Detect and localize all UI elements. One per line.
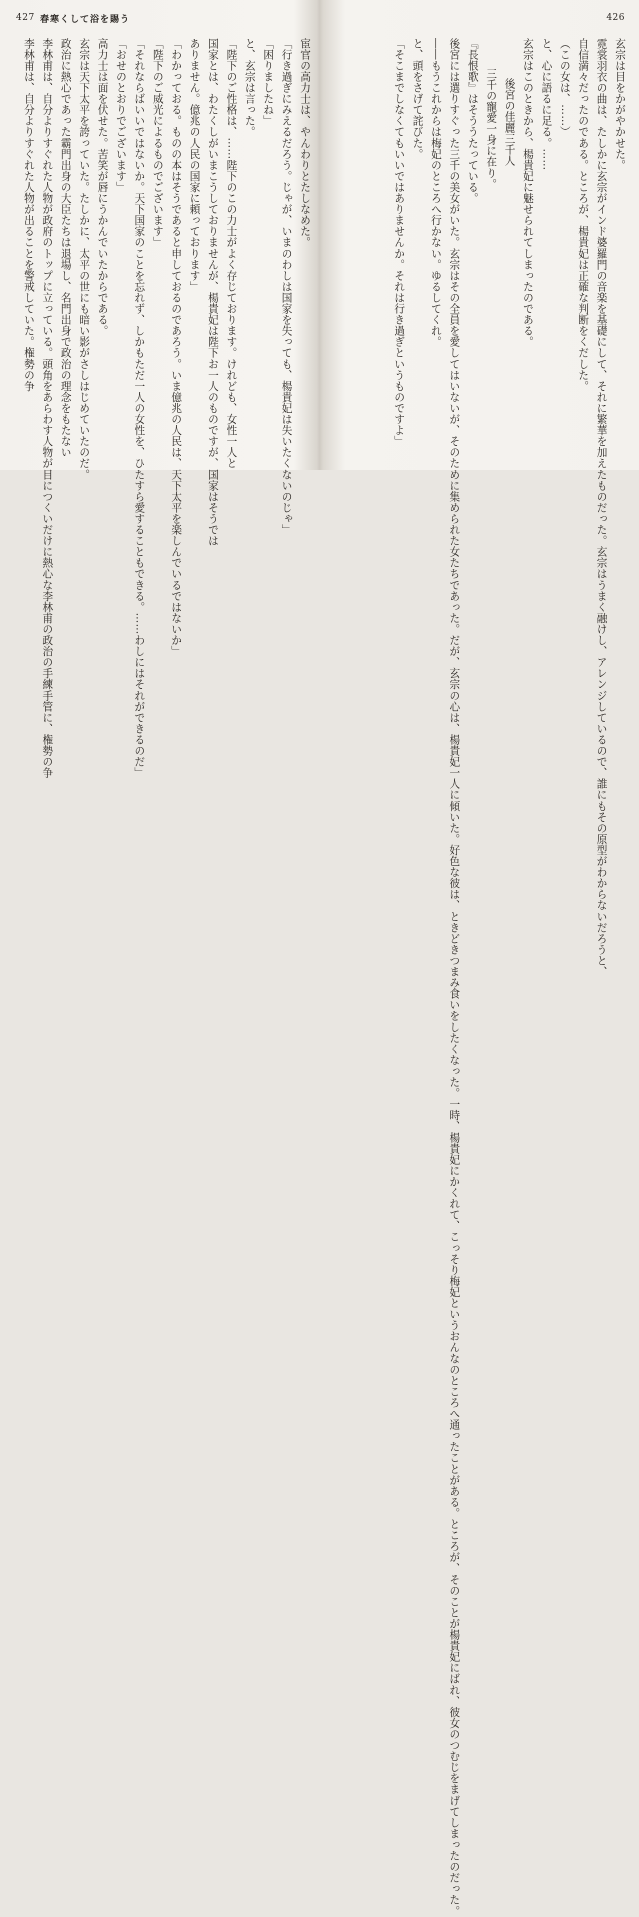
text-line: ――もうこれからは梅妃のところへ行かない。ゆるしてくれ。 bbox=[429, 38, 442, 348]
left-page bbox=[0, 0, 318, 779]
text-line: 「おせのとおりでございます」 bbox=[114, 38, 127, 193]
text-line: 「陛下のご性格は、……陛下のこの力士がよく存じております。けれども、女性一人と bbox=[225, 38, 238, 469]
poem-line: 三千の寵愛一身に在り。 bbox=[485, 68, 498, 190]
left-page-text bbox=[14, 38, 314, 779]
text-line: 高力士は面を伏せた。苦笑が唇にうかんでいたからである。 bbox=[96, 38, 109, 337]
text-line: 「そこまでしなくてもいいではありませんか。それは行き過ぎというものですよ」 bbox=[393, 38, 406, 447]
text-line: 自信満々だったのである。ところが、楊貴妃は正確な判断をくだした。 bbox=[577, 38, 590, 392]
text-line: 「困りましたね」 bbox=[262, 38, 275, 127]
text-line: 「陛下のご威光によるものでございます」 bbox=[151, 38, 164, 248]
right-page-text bbox=[327, 38, 629, 1917]
text-line: 後宮には選りすぐった三千の美女がいた。玄宗はその全員を愛してはいないが、そのために集められた女たちであった。だが、玄宗の心は、楊貴妃一人に傾いた。好色な彼は、ときどきつまみ食いをしたくなった。一時、楊貴妃にかくれて、こっそり梅妃というおんなのところへ通ったことがある。ところが、そのことが楊貴妃にばれ、彼女のつむじをまげてしまったのだった。 bbox=[448, 38, 461, 1917]
text-line: 霓裳羽衣の曲は、たしかに玄宗がインド婆羅門の音楽を基礎にして、それに繁華を加えたものだった。玄宗はうまく融けし、アレンジしているので、誰にもその原型がわからないだろうと、 bbox=[595, 38, 608, 978]
text-line: 玄宗は目をかがやかせた。 bbox=[614, 38, 626, 171]
running-head: 春寒くして浴を賜う bbox=[40, 15, 131, 25]
text-line: 国家とは、わたくしがいまこうしておりませんが、楊貴妃は陛下お一人のものですが、国家はそうでは bbox=[206, 38, 219, 547]
poem-line: 後宮の佳麗三千人 bbox=[503, 78, 516, 167]
right-page bbox=[321, 0, 639, 1917]
page-number-right: 426 bbox=[606, 13, 625, 23]
text-line: 「行き過ぎにみえるだろう。じゃが、いまのわしは国家を失っても、楊貴妃は失いたくないのじゃ」 bbox=[280, 38, 293, 536]
text-line: 「わかっておる。ものの本はそうであると申しておるのであろう。いま億兆の人民は、天下太平を楽しんでいるではないか」 bbox=[170, 38, 183, 657]
text-line: 「それならばいいではないか。天下国家のことを忘れず、しかもただ一人の女性を、ひたすら愛することもできる。……わしにはそれができるのだ」 bbox=[133, 38, 146, 779]
text-line: （この女は、……） bbox=[558, 38, 571, 138]
text-line: 李林甫は、自分よりすぐれた人物が出ることを警戒していた。権勢の争 bbox=[22, 38, 35, 392]
text-line: ありません。億兆の人民の国家に頼っております」 bbox=[188, 38, 201, 293]
text-line: と、玄宗は言った。 bbox=[243, 38, 256, 138]
text-line: 宦官の高力士は、やんわりとたしなめた。 bbox=[299, 38, 311, 248]
text-line: と、心に語るに足る。…… bbox=[540, 38, 553, 171]
text-line: 政治に熱心であった霸門出身の大臣たちは退場し、名門出身で政治の理念をもたない bbox=[59, 38, 72, 458]
text-line: 『長恨歌』はそううたっている。 bbox=[466, 38, 479, 204]
text-line: と、頭をさげて詫びた。 bbox=[411, 38, 424, 160]
text-line: 玄宗はこのときから、楊貴妃に魅せられてしまったのである。 bbox=[521, 38, 534, 348]
text-line: 李林甫は、自分よりすぐれた人物が政府のトップに立っている。頭角をあらわす人物が目につくいだけに熱心な李林甫の政治の手練手管に、権勢の争 bbox=[41, 38, 54, 779]
text-line: 玄宗は天下太平を誇っていた。たしかに、太平の世にも暗い影がさしはじめていたのだ。 bbox=[78, 38, 91, 480]
page-number-left: 427 bbox=[16, 13, 35, 23]
